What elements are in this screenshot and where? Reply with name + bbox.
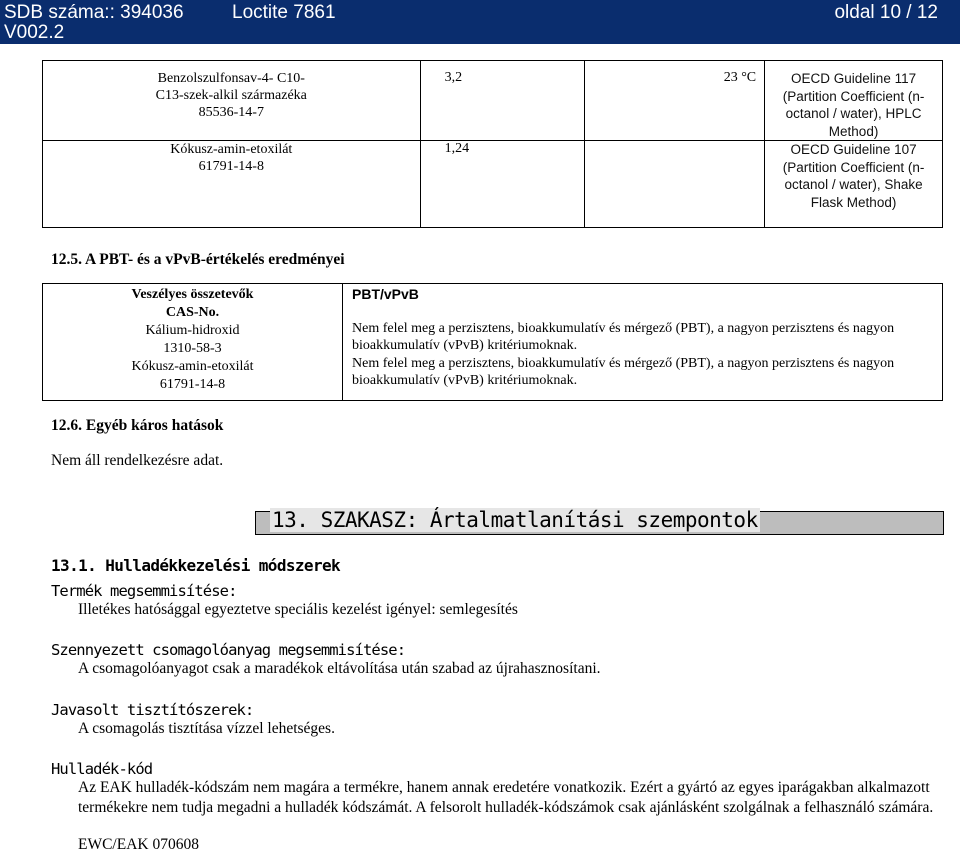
product-name: Loctite 7861 [232,2,336,23]
substance-cell: Kókusz-amin-etoxilát 61791-14-8 [43,141,421,228]
substances-column [43,284,343,401]
pbt-table [42,283,943,401]
column-header: Veszélyes összetevők [131,287,254,302]
pbt-assessment: Nem felel meg a perzisztens, bioakkumulatív és mérgező (PBT), a nagyon perzisztens és nagyon bioakkumulatív (vPvB) kritériumoknak. [352,320,895,353]
page-header [0,0,960,44]
waste-code-label: Hulladék-kód [51,760,153,778]
pbt-column [343,284,943,401]
table-row [43,284,943,401]
ewc-code: EWC/EAK 070608 [78,836,199,853]
cleaning-label: Javasolt tisztítószerek: [51,701,254,719]
table-row [43,61,943,141]
table-row [43,141,943,228]
product-disposal-text: Illetékes hatósággal egyeztetve speciális kezelést igényel: semlegesítés [78,601,518,618]
column-header: CAS-No. [165,305,220,320]
value-cell: 1,24 [420,141,585,228]
section-13-title: 13. SZAKASZ: Ártalmatlanítási szempontok [272,508,758,532]
column-header: PBT/vPvB [352,286,419,302]
cleaning-text: A csomagolás tisztítása vízzel lehetséges. [78,720,335,737]
product-disposal-label: Termék megsemmisítése: [51,582,237,600]
pbt-assessment: Nem felel meg a perzisztens, bioakkumulatív és mérgező (PBT), a nagyon perzisztens és nagyon bioakkumulatív (vPvB) kritériumoknak. [352,355,895,388]
logkow-table [42,60,943,228]
method-cell: OECD Guideline 107 (Partition Coefficient (n- octanol / water), Shake Flask Method) [765,141,943,228]
substance-name: Kókusz-amin-etoxilát [131,359,254,374]
method-cell: OECD Guideline 117 (Partition Coefficient (n- octanol / water), HPLC Method) [765,61,943,141]
page-number: oldal 10 / 12 [834,2,938,23]
section-13-1-heading: 13.1. Hulladékkezelési módszerek [51,556,341,575]
substance-name: Kálium-hidroxid [145,323,240,338]
substance-cas: 61791-14-8 [159,377,226,392]
temperature-cell [585,141,765,228]
temperature-cell: 23 °C [585,61,765,141]
packaging-text: A csomagolóanyagot csak a maradékok eltávolítása után szabad az újrahasznosítani. [78,660,601,677]
section-12-5-heading: 12.5. A PBT- és a vPvB-értékelés eredményei [51,251,345,268]
sdb-number: SDB száma:: 394036 [4,2,184,23]
version: V002.2 [4,22,65,43]
value-cell: 3,2 [420,61,585,141]
section-12-6-text: Nem áll rendelkezésre adat. [51,452,224,469]
section-12-6-heading: 12.6. Egyéb káros hatások [51,417,224,434]
packaging-label: Szennyezett csomagolóanyag megsemmisítése: [51,641,406,659]
substance-cas: 1310-58-3 [163,341,222,356]
waste-code-text: Az EAK hulladék-kódszám nem magára a termékre, hanem annak eredetére vonatkozik. Ezért a gyártó az egyes iparágakban alkalmazott termékekre nem tudja megadni a hulladék kódszámát. A felsorolt hulladék-kódszámok csak ajánlásként szolgálnak a felhasználó számára. [78,779,934,816]
substance-cell: Benzolszulfonsav-4- C10- C13-szek-alkil származéka 85536-14-7 [43,61,421,141]
